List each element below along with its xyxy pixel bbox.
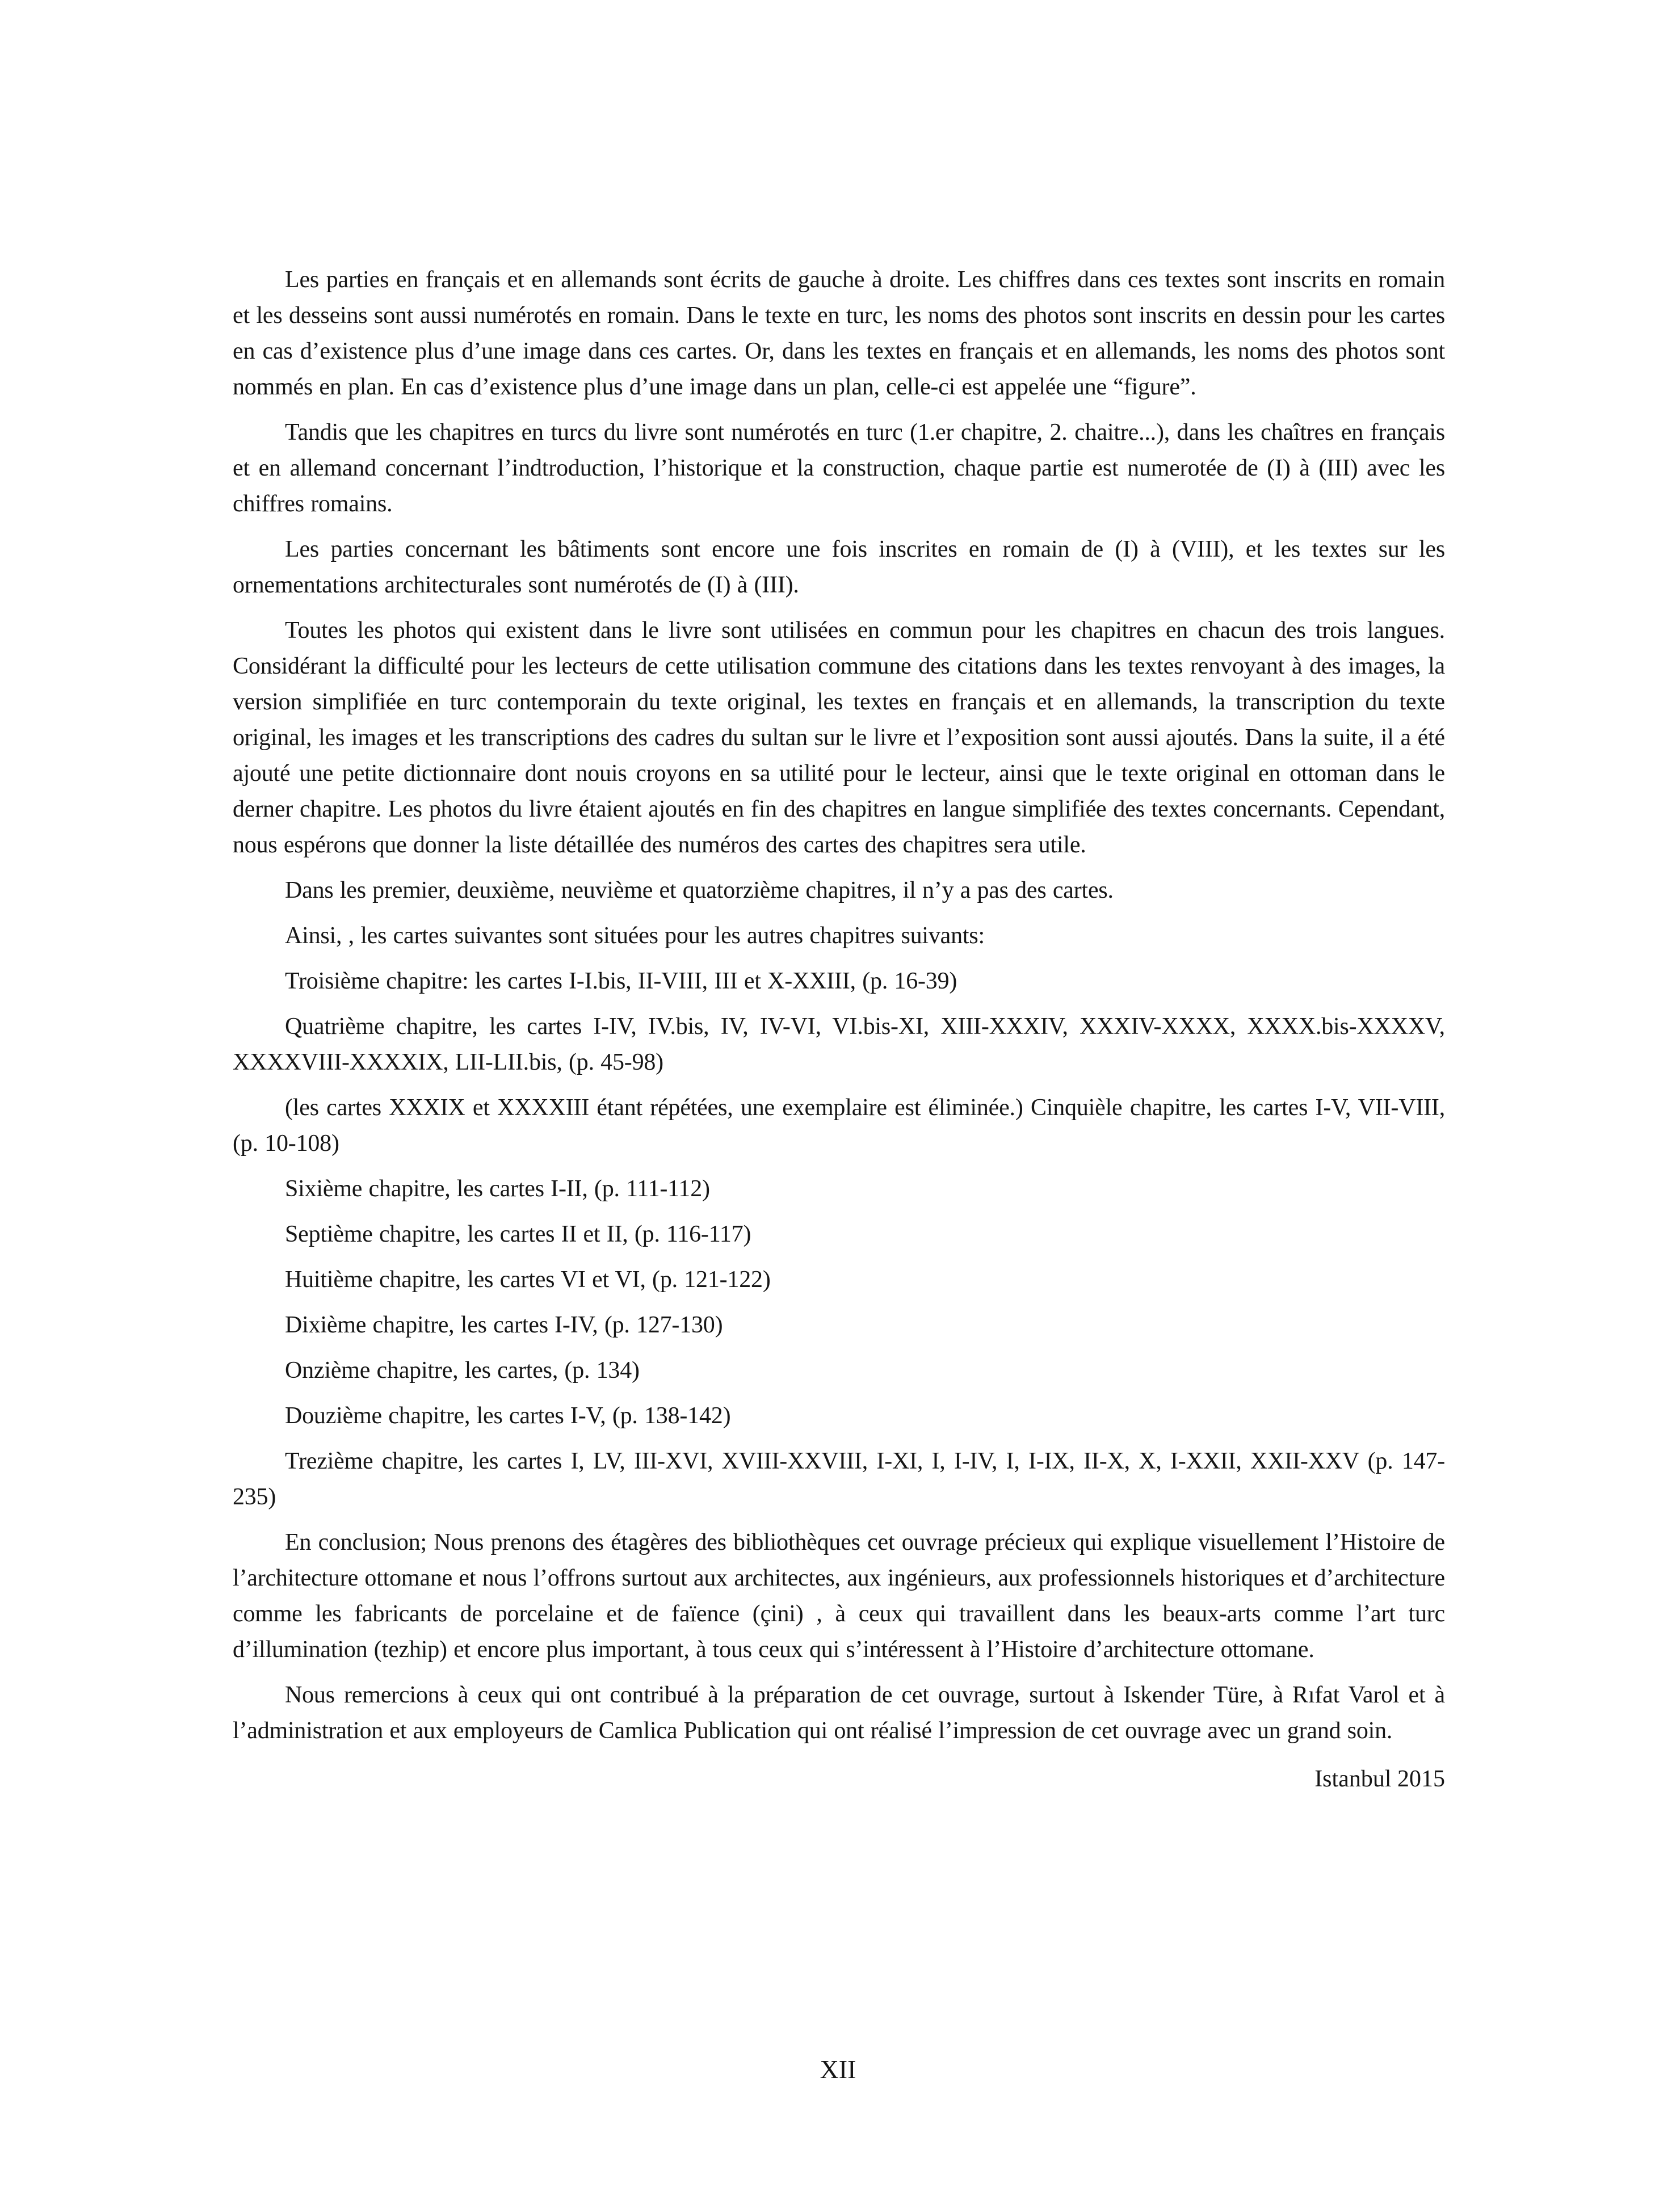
paragraph-directions-of-writing: Les parties en français et en allemands sont écrits de gauche à droite. Les chiffres dans ces textes sont inscrits en romain et les desseins sont aussi numérotés en romain. Dans le texte en turc, les noms des photos sont inscrits en dessin pour les cartes en cas d’existence plus d’une image dans ces cartes. Or, dans les textes en français et en allemands, les noms des photos sont nommés en plan. En cas d’existence plus d’une image dans un plan, celle-ci est appelée une “figure”.	[233, 267, 1445, 400]
paragraph-chapters-without-cards: Dans les premier, deuxième, neuvième et quatorzième chapitres, il n’y a pas des cartes.	[285, 877, 1114, 903]
paragraph-acknowledgements: Nous remercions à ceux qui ont contribué à la préparation de cet ouvrage, surtout à Iskender Türe, à Rıfat Varol et à l’administration et aux employeurs de Camlica Publication qui ont réalisé l’impression de cet ouvrage avec un grand soin.	[233, 1682, 1445, 1744]
paragraph-chapter-numbering: Tandis que les chapitres en turcs du livre sont numérotés en turc (1.er chapitre, 2. chaitre...), dans les chaîtres en français et en allemand concernant l’indtroduction, l’historique et la construction, chaque partie est numerotée de (I) à (III) avec les chiffres romains.	[233, 419, 1445, 517]
list-item-tenth-chapter: Dixième chapitre, les cartes I-IV, (p. 127-130)	[285, 1312, 723, 1338]
list-item-twelfth-chapter: Douzième chapitre, les cartes I-V, (p. 138-142)	[285, 1403, 731, 1429]
list-item-fifth-chapter: (les cartes XXXIX et XXXXIII étant répétées, une exemplaire est éliminée.) Cinquièle chapitre, les cartes I-V, VII-VIII, (p. 10-108)	[233, 1095, 1445, 1157]
list-item-eleventh-chapter: Onzième chapitre, les cartes, (p. 134)	[285, 1357, 640, 1383]
list-item-thirteenth-chapter: Trezième chapitre, les cartes I, LV, III-XVI, XVIII-XXVIII, I-XI, I, I-IV, I, I-IX, II-X, X, I-XXII, XXII-XXV (p. 147-235)	[233, 1448, 1445, 1510]
page-number: XII	[820, 2055, 856, 2084]
list-item-third-chapter: Troisième chapitre: les cartes I-I.bis, II-VIII, III et X-XXIII, (p. 16-39)	[285, 968, 957, 994]
paragraph-building-sections-numbering: Les parties concernant les bâtiments sont encore une fois inscrites en romain de (I) à (VIII), et les textes sur les ornementations architecturales sont numérotés de (I) à (III).	[233, 536, 1445, 598]
text-block	[233, 262, 1445, 1797]
list-item-fourth-chapter: Quatrième chapitre, les cartes I-IV, IV.bis, IV, IV-VI, VI.bis-XI, XIII-XXXIV, XXXIV-XXXX, XXXX.bis-XXXXV, XXXXVIII-XXXXIX, LII-LII.bis, (p. 45-98)	[233, 1014, 1445, 1075]
paragraph-cards-list-intro: Ainsi, , les cartes suivantes sont situées pour les autres chapitres suivants:	[285, 923, 985, 949]
paragraph-conclusion: En conclusion; Nous prenons des étagères des bibliothèques cet ouvrage précieux qui explique visuellement l’Histoire de l’architecture ottomane et nous l’offrons surtout aux architectes, aux ingénieurs, aux professionnels historiques et d’architecture comme les fabricants de porcelaine et de faïence (çini) , à ceux qui travaillent dans les beaux-arts comme l’art turc d’illumination (tezhip) et encore plus important, à tous ceux qui s’intéressent à l’Histoire d’architecture ottomane.	[233, 1529, 1445, 1663]
paragraph-photos-common-use: Toutes les photos qui existent dans le livre sont utilisées en commun pour les chapitres en chacun des trois langues. Considérant la difficulté pour les lecteurs de cette utilisation commune des citations dans les textes renvoyant à des images, la version simplifiée en turc contemporain du texte original, les textes en français et en allemands, la transcription du texte original, les images et les transcriptions des cadres du sultan sur le livre et l’exposition sont aussi ajoutés. Dans la suite, il a été ajouté une petite dictionnaire dont nouis croyons en sa utilité pour le lecteur, ainsi que le texte original en ottoman dans le derner chapitre. Les photos du livre étaient ajoutés en fin des chapitres en langue simplifiée des textes concernants. Cependant, nous espérons que donner la liste détaillée des numéros des cartes des chapitres sera utile.	[233, 617, 1445, 858]
date-line: Istanbul 2015	[1314, 1766, 1445, 1792]
list-item-eighth-chapter: Huitième chapitre, les cartes VI et VI, (p. 121-122)	[285, 1267, 771, 1293]
list-item-seventh-chapter: Septième chapitre, les cartes II et II, (p. 116-117)	[285, 1221, 751, 1247]
list-item-sixth-chapter: Sixième chapitre, les cartes I-II, (p. 111-112)	[285, 1176, 710, 1202]
